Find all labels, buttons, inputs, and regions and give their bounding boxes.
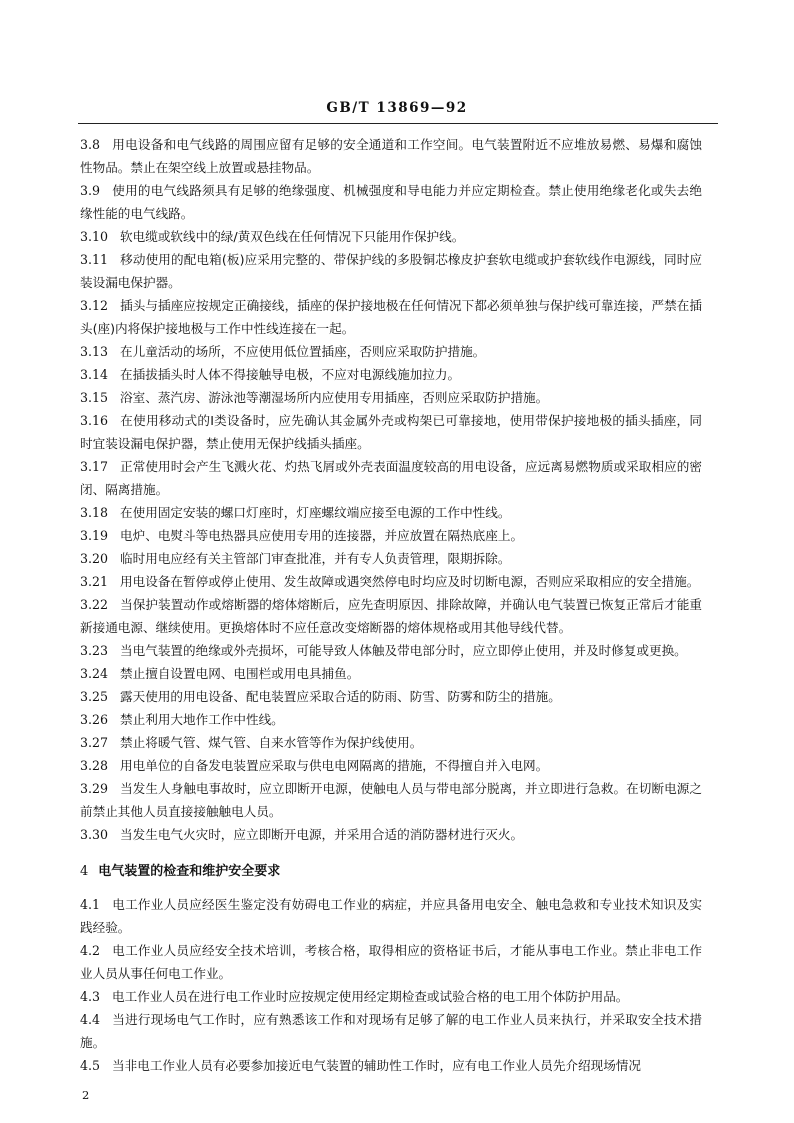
clause-text: 电工作业人员在进行电工作业时应按规定使用经定期检查或试验合格的电工用个体防护用品。 [112, 989, 629, 1004]
clause-text: 在使用移动式的Ⅰ类设备时，应先确认其金属外壳或构架已可靠接地，使用带保护接地极的插头插座，同时宜装设漏电保护器，禁止使用无保护线插头插座。 [80, 413, 702, 451]
clause [80, 225, 702, 248]
standard-header: GB/T 13869—92 [326, 100, 468, 116]
clause-number: 3.16 [80, 413, 109, 428]
clause-text: 当保护装置动作或熔断器的熔体熔断后，应先查明原因、排除故障，并确认电气装置已恢复正常后才能重新接通电源、继续使用。更换熔体时不应任意改变熔断器的熔体规格或用其他导线代替。 [80, 597, 702, 635]
clause-number: 3.17 [80, 459, 109, 474]
clause-text: 正常使用时会产生飞溅火花、灼热飞屑或外壳表面温度较高的用电设备，应远离易燃物质或采取相应的密闭、隔离措施。 [80, 459, 702, 497]
clause [80, 1008, 702, 1054]
clause [80, 939, 702, 985]
clause-text: 用电单位的自备发电装置应采取与供电电网隔离的措施，不得擅自并入电网。 [120, 758, 549, 773]
section-number: 4 [80, 864, 89, 879]
header-rule [78, 123, 718, 124]
clause-number: 3.22 [80, 597, 109, 612]
clause-text: 露天使用的用电设备、配电装置应采取合适的防雨、防雪、防雾和防尘的措施。 [120, 689, 561, 704]
clause-number: 3.24 [80, 666, 109, 681]
clause-text: 禁止将暖气管、煤气管、自来水管等作为保护线使用。 [120, 735, 423, 750]
clause-text: 软电缆或软线中的绿/黄双色线在任何情况下只能用作保护线。 [120, 229, 465, 244]
clause [80, 985, 702, 1008]
clause-number: 4.3 [80, 989, 101, 1004]
clause-text: 禁止擅自设置电网、电围栏或用电具捕鱼。 [120, 666, 360, 681]
clause-text: 当非电工作业人员有必要参加接近电气装置的辅助性工作时，应有电工作业人员先介绍现场情况 [112, 1058, 641, 1073]
clause-text: 电工作业人员应经安全技术培训，考核合格，取得相应的资格证书后，才能从事电工作业。禁止非电工作业人员从事任何电工作业。 [80, 943, 702, 981]
section-title: 电气装置的检查和维护安全要求 [98, 864, 281, 879]
clause-text: 在儿童活动的场所，不应使用低位置插座，否则应采取防护措施。 [120, 344, 486, 359]
clause [80, 248, 702, 294]
clause-text: 当进行现场电气工作时，应有熟悉该工作和对现场有足够了解的电工作业人员来执行，并采取安全技术措施。 [80, 1012, 702, 1050]
clause-number: 4.1 [80, 897, 101, 912]
clause-text: 在插拔插头时人体不得接触导电极，不应对电源线施加拉力。 [120, 367, 461, 382]
clause-text: 电炉、电熨斗等电热器具应使用专用的连接器，并应放置在隔热底座上。 [120, 528, 524, 543]
clause-number: 3.23 [80, 643, 109, 658]
clause [80, 409, 702, 455]
section-4-heading [80, 860, 702, 883]
clause-number: 3.9 [80, 183, 101, 198]
clause-text: 使用的电气线路须具有足够的绝缘强度、机械强度和导电能力并应定期检查。禁止使用绝缘老化或失去绝缘性能的电气线路。 [80, 183, 702, 221]
clause [80, 547, 702, 570]
clause [80, 386, 702, 409]
clause [80, 455, 702, 501]
clause-number: 3.27 [80, 735, 109, 750]
clause-text: 在使用固定安装的螺口灯座时，灯座螺纹端应接至电源的工作中性线。 [120, 505, 511, 520]
clause [80, 639, 702, 662]
clause-number: 3.12 [80, 298, 109, 313]
clause [80, 662, 702, 685]
clause [80, 1054, 702, 1077]
clause-text: 当电气装置的绝缘或外壳损坏，可能导致人体触及带电部分时，应立即停止使用，并及时修复或更换。 [120, 643, 687, 658]
clause-number: 3.26 [80, 712, 109, 727]
section-4-clauses [80, 893, 702, 1077]
clause [80, 731, 702, 754]
clause [80, 777, 702, 823]
clause [80, 685, 702, 708]
clause [80, 340, 702, 363]
clause-number: 3.14 [80, 367, 109, 382]
clause-number: 4.5 [80, 1058, 101, 1073]
clause-text: 当发生电气火灾时，应立即断开电源，并采用合适的消防器材进行灭火。 [120, 827, 524, 842]
clause-number: 3.15 [80, 390, 109, 405]
clause-text: 用电设备和电气线路的周围应留有足够的安全通道和工作空间。电气装置附近不应堆放易燃、易爆和腐蚀性物品。禁止在架空线上放置或悬挂物品。 [80, 137, 702, 175]
clause-number: 3.18 [80, 505, 109, 520]
clause [80, 294, 702, 340]
clause-text: 禁止利用大地作工作中性线。 [120, 712, 284, 727]
clause-number: 3.29 [80, 781, 109, 796]
clause-number: 3.30 [80, 827, 109, 842]
clause-number: 3.19 [80, 528, 109, 543]
clause-number: 3.13 [80, 344, 109, 359]
clause-number: 3.20 [80, 551, 109, 566]
clause [80, 754, 702, 777]
clause [80, 893, 702, 939]
clause [80, 708, 702, 731]
clause-text: 浴室、蒸汽房、游泳池等潮湿场所内应使用专用插座，否则应采取防护措施。 [120, 390, 549, 405]
clause [80, 133, 702, 179]
clause-number: 3.10 [80, 229, 109, 244]
page-number: 2 [82, 1088, 90, 1102]
clause [80, 179, 702, 225]
clause-number: 4.2 [80, 943, 101, 958]
clause [80, 823, 702, 846]
clause-number: 3.21 [80, 574, 109, 589]
clause-number: 4.4 [80, 1012, 101, 1027]
clause [80, 593, 702, 639]
clause-text: 当发生人身触电事故时，应立即断开电源，使触电人员与带电部分脱离，并立即进行急救。在切断电源之前禁止其他人员直接接触触电人员。 [80, 781, 702, 819]
section-3-clauses [80, 133, 702, 846]
clause-text: 插头与插座应按规定正确接线，插座的保护接地极在任何情况下都必须单独与保护线可靠连接，严禁在插头(座)内将保护接地极与工作中性线连接在一起。 [80, 298, 702, 336]
clause [80, 524, 702, 547]
clause-number: 3.11 [80, 252, 109, 267]
clause-text: 用电设备在暂停或停止使用、发生故障或遇突然停电时均应及时切断电源，否则应采取相应的安全措施。 [120, 574, 700, 589]
clause-number: 3.28 [80, 758, 109, 773]
clause [80, 570, 702, 593]
document-body [80, 133, 702, 1077]
clause-text: 电工作业人员应经医生鉴定没有妨碍电工作业的病症，并应具备用电安全、触电急救和专业技术知识及实践经验。 [80, 897, 702, 935]
clause [80, 501, 702, 524]
clause-text: 移动使用的配电箱(板)应采用完整的、带保护线的多股铜芯橡皮护套软电缆或护套软线作电源线，同时应装设漏电保护器。 [80, 252, 702, 290]
clause [80, 363, 702, 386]
clause-number: 3.25 [80, 689, 109, 704]
clause-text: 临时用电应经有关主管部门审查批准，并有专人负责管理，限期拆除。 [120, 551, 511, 566]
clause-number: 3.8 [80, 137, 101, 152]
